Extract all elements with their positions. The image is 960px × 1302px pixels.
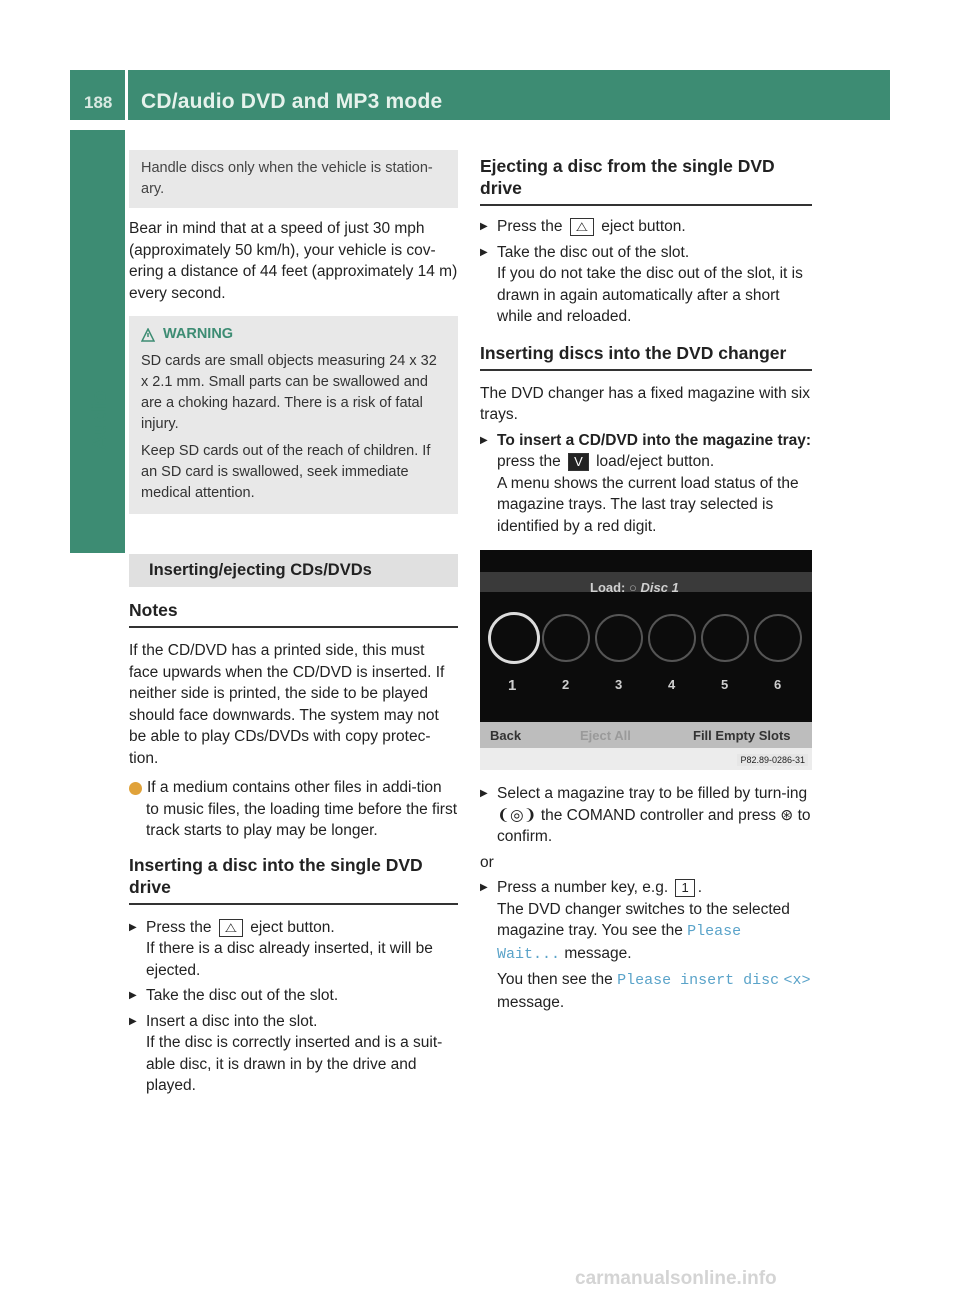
right-column-lower	[480, 783, 812, 1013]
step-text: the COMAND controller and press	[540, 806, 776, 824]
step-result	[480, 899, 812, 966]
tray-number: 6	[774, 677, 782, 692]
menu-back: Back	[490, 728, 522, 743]
warning-label: WARNING	[163, 326, 234, 342]
controller-turn-icon: ❨◎❩	[497, 806, 537, 824]
display-message: Please Wait...	[497, 923, 742, 963]
eject-heading: Ejecting a disc from the single DVD drive	[480, 155, 812, 206]
footer-watermark: carmanualsonline.info	[575, 1268, 777, 1289]
step-result: If there is a disc already inserted, it will be ejected.	[146, 940, 433, 979]
step-text: message.	[564, 944, 632, 962]
header-divider	[125, 70, 128, 120]
step-take-disc: ▶ Take the disc out of the slot.	[129, 985, 458, 1007]
step-take-disc: ▶ Take the disc out of the slot.	[480, 242, 812, 264]
section-title	[129, 554, 458, 588]
speed-paragraph: Bear in mind that at a speed of just 30 mph (approximately 50 km/h), your vehicle is cov-ering a distance of 44 feet (approximately 14 m) every second.	[129, 220, 458, 302]
tray-number: 2	[562, 677, 570, 692]
page-title: CD/audio DVD and MP3 mode	[141, 90, 443, 113]
tray-number: 1	[508, 677, 517, 694]
eject-key-icon: ⧍	[570, 218, 594, 236]
tray-disc-6	[754, 614, 802, 662]
step-text: to confirm.	[497, 806, 811, 845]
warning-icon	[141, 328, 155, 342]
side-tab-label: Audio	[88, 390, 111, 450]
step-text: .	[697, 879, 703, 896]
step-insert-magazine	[480, 430, 812, 473]
menu-fill-empty-slots: Fill Empty Slots	[693, 728, 791, 743]
tray-number: 5	[721, 677, 729, 692]
tray-number: 4	[668, 677, 676, 692]
step-insert-disc: ▶ Insert a disc into the slot.	[129, 1011, 458, 1033]
step-text: The DVD changer switches to the selected magazine tray. You see the	[497, 900, 790, 939]
step-result	[480, 969, 812, 1013]
disc-label-text: Disc 1	[640, 580, 679, 595]
step-result: If you do not take the disc out of the slot, it is drawn in again automatically after a short while and reloaded.	[497, 265, 803, 325]
step-press-eject	[480, 216, 812, 238]
info-icon: i	[129, 782, 142, 795]
side-tab	[70, 130, 125, 553]
tray-disc-4	[648, 614, 696, 662]
warning-text-2: Keep SD cards out of the reach of children. If an SD card is swallowed, seek immediate medical attention.	[141, 442, 431, 501]
controller-press-icon: ⊛	[780, 806, 794, 824]
notes-paragraph: If the CD/DVD has a printed side, this must face upwards when the CD/DVD is inserted. If neither side is printed, the side to be played should face downwards. The system may not be able to play CDs/DVDs with copy protec-tion.	[129, 642, 445, 767]
tray-disc-3	[595, 614, 643, 662]
figure-code: P82.89-0286-31	[737, 754, 808, 766]
display-load-label	[590, 580, 679, 595]
step-text: eject button.	[601, 218, 686, 235]
changer-paragraph: The DVD changer has a fixed magazine with six trays.	[480, 384, 810, 423]
section-title-text: Inserting/ejecting CDs/DVDs	[149, 560, 372, 579]
single-drive-heading: Inserting a disc into the single DVD drive	[129, 854, 458, 905]
left-column	[125, 150, 458, 1097]
step-bold-text: To insert a CD/DVD into the magazine tray:	[497, 431, 812, 449]
step-text: load/eject button.	[596, 453, 715, 470]
page-header	[70, 70, 890, 120]
changer-heading: Inserting discs into the DVD changer	[480, 342, 812, 371]
warning-heading	[141, 324, 446, 346]
step-number-key	[480, 877, 812, 899]
step-text: press the	[497, 453, 561, 470]
display-message: Please insert disc	[617, 972, 780, 989]
warning-box	[129, 316, 458, 514]
step-text: message.	[497, 993, 565, 1011]
notes-heading: Notes	[129, 599, 458, 628]
right-column	[480, 155, 812, 537]
changer-display-screenshot	[480, 550, 812, 770]
info-paragraph	[125, 777, 458, 842]
step-select-tray	[480, 783, 812, 848]
step-text: Press the	[497, 218, 563, 235]
step-text: Select a magazine tray to be filled by turn-ing	[497, 785, 808, 802]
load-eject-key-icon: V	[568, 453, 589, 471]
step-press-eject	[129, 917, 458, 939]
page-number: 188	[84, 93, 113, 112]
single-drive-steps	[129, 917, 458, 1097]
or-text: or	[480, 853, 494, 871]
tray-disc-1	[488, 612, 540, 664]
step-text: Press the	[146, 918, 212, 936]
number-key-icon: 1	[675, 879, 694, 897]
warning-text-1: SD cards are small objects measuring 24 x 32 x 2.1 mm. Small parts can be swallowed and are a choking hazard. There is a risk of fatal injury.	[141, 352, 437, 432]
disc-circle-icon: ○	[629, 580, 637, 595]
eject-steps	[480, 216, 812, 328]
tray-disc-2	[542, 614, 590, 662]
eject-key-icon: ⧍	[219, 919, 243, 937]
step-result: If the disc is correctly inserted and is a suit-able disc, it is drawn in by the drive and played.	[146, 1034, 443, 1094]
step-text: Press a number key, e.g.	[497, 879, 669, 896]
note-text: Handle discs only when the vehicle is station-ary.	[141, 160, 433, 197]
step-text: You then see the	[497, 971, 613, 988]
display-message: <x>	[783, 972, 811, 989]
info-text: If a medium contains other files in addi-tion to music files, the loading time before the first track starts to play may be longer.	[146, 779, 458, 839]
menu-eject-all: Eject All	[580, 728, 631, 743]
note-box	[129, 150, 458, 208]
load-label-text: Load:	[590, 580, 626, 595]
step-result: A menu shows the current load status of the magazine trays. The last tray selected is identified by a red digit.	[497, 474, 799, 535]
tray-disc-5	[701, 614, 749, 662]
step-text: eject button.	[250, 918, 335, 936]
tray-number: 3	[615, 677, 623, 692]
